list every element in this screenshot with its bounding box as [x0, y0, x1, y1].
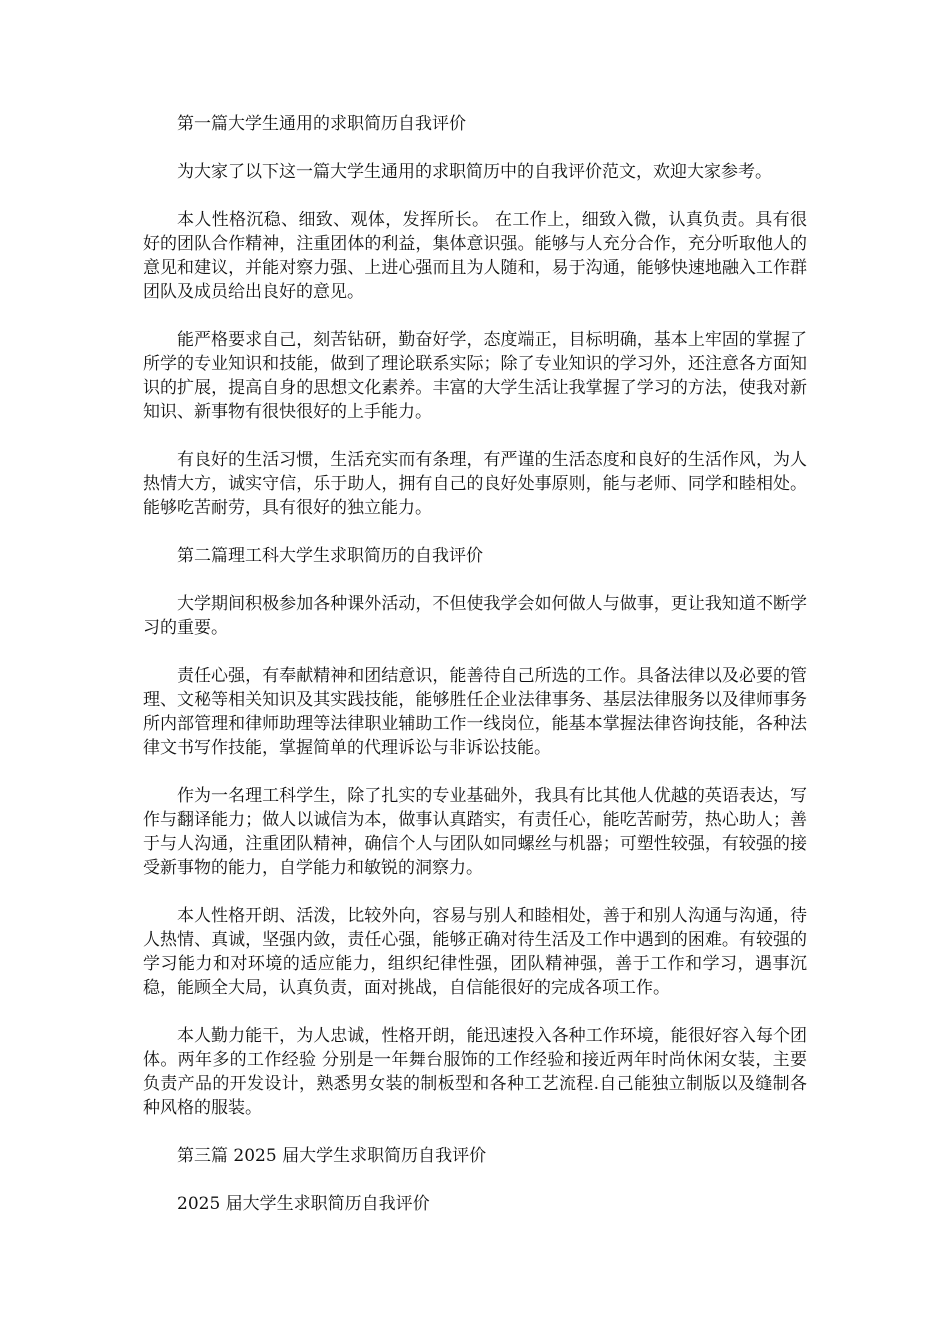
document-page	[143, 112, 807, 1240]
paragraph: 大学期间积极参加各种课外活动，不但使我学会如何做人与做事，更让我知道不断学习的重要。	[143, 594, 807, 638]
paragraph: 本人性格沉稳、细致、观体，发挥所长。 在工作上，细致入微，认真负责。具有很好的团队合作精神，注重团体的利益，集体意识强。能够与人充分合作，充分听取他人的意见和建议，并能对察力强、上进心强而且为人随和，易于沟通，能够快速地融入工作群团队及成员给出良好的意见。	[143, 210, 807, 302]
section-heading-1: 第一篇大学生通用的求职简历自我评价	[177, 114, 466, 134]
paragraph-intro: 为大家了以下这一篇大学生通用的求职简历中的自我评价范文，欢迎大家参考。	[177, 162, 772, 182]
subheading: 2025 届大学生求职简历自我评价	[177, 1194, 430, 1214]
paragraph: 本人性格开朗、活泼，比较外向，容易与别人和睦相处，善于和别人沟通与沟通，待人热情、真诚，坚强内敛，责任心强，能够正确对待生活及工作中遇到的困难。有较强的学习能力和对环境的适应能力，组织纪律性强，团队精神强，善于工作和学习，遇事沉稳，能顾全大局，认真负责，面对挑战，自信能很好的完成各项工作。	[143, 906, 807, 998]
paragraph: 有良好的生活习惯，生活充实而有条理，有严谨的生活态度和良好的生活作风，为人热情大方，诚实守信，乐于助人，拥有自己的良好处事原则，能与老师、同学和睦相处。能够吃苦耐劳，具有很好的独立能力。	[143, 450, 807, 518]
section-heading-2: 第二篇理工科大学生求职简历的自我评价	[177, 546, 483, 566]
paragraph: 能严格要求自己，刻苦钻研，勤奋好学，态度端正，目标明确，基本上牢固的掌握了所学的专业知识和技能，做到了理论联系实际；除了专业知识的学习外，还注意各方面知识的扩展，提高自身的思想文化素养。丰富的大学生活让我掌握了学习的方法，使我对新知识、新事物有很快很好的上手能力。	[143, 330, 807, 422]
paragraph: 本人勤力能干，为人忠诚，性格开朗，能迅速投入各种工作环境，能很好容入每个团体。两年多的工作经验 分别是一年舞台服饰的工作经验和接近两年时尚休闲女装，主要负责产品的开发设计，熟悉男女装的制板型和各种工艺流程.自己能独立制版以及缝制各种风格的服装。	[143, 1026, 807, 1118]
paragraph: 责任心强，有奉献精神和团结意识，能善待自己所选的工作。具备法律以及必要的管理、文秘等相关知识及其实践技能，能够胜任企业法律事务、基层法律服务以及律师事务所内部管理和律师助理等法律职业辅助工作一线岗位，能基本掌握法律咨询技能，各种法律文书写作技能，掌握简单的代理诉讼与非诉讼技能。	[143, 666, 807, 758]
paragraph: 作为一名理工科学生，除了扎实的专业基础外，我具有比其他人优越的英语表达，写作与翻译能力；做人以诚信为本，做事认真踏实，有责任心，能吃苦耐劳，热心助人；善于与人沟通，注重团队精神，确信个人与团队如同螺丝与机器；可塑性较强，有较强的接受新事物的能力，自学能力和敏锐的洞察力。	[143, 786, 807, 878]
section-heading-3: 第三篇 2025 届大学生求职简历自我评价	[177, 1146, 487, 1166]
